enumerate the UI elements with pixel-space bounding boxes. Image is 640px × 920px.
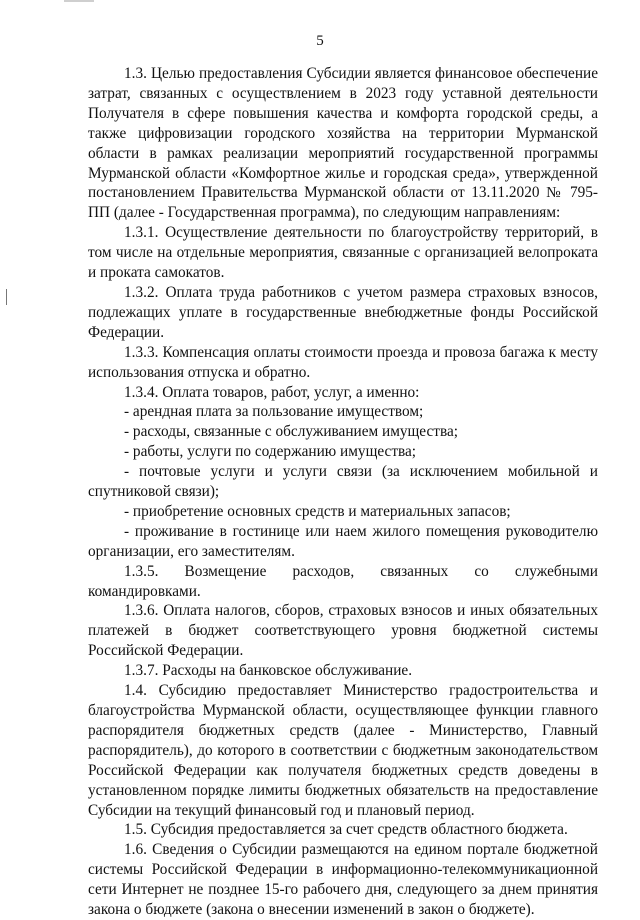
list-item-rent: - арендная плата за пользование имуществом; <box>124 403 424 421</box>
paragraph-1-3-5: 1.3.5. Возмещение расходов, связанных со служебными командировками. <box>88 562 598 600</box>
list-item-works: - работы, услуги по содержанию имущества; <box>124 443 417 461</box>
paragraph-1-3-7: 1.3.7. Расходы на банковское обслуживание. <box>124 662 413 680</box>
document-body <box>88 64 598 920</box>
paragraph-1-3-4: 1.3.4. Оплата товаров, работ, услуг, а именно: <box>124 383 420 401</box>
scan-artifact-left <box>6 289 7 305</box>
list-item-assets: - приобретение основных средств и материальных запасов; <box>124 502 511 520</box>
paragraph-1-3-1: 1.3.1. Осуществление деятельности по благоустройству территорий, в том числе на отдельные мероприятия, связанные с организацией велопроката и проката самокатов. <box>88 224 598 282</box>
paragraph-1-3-2: 1.3.2. Оплата труда работников с учетом размера страховых взносов, подлежащих уплате в государственные внебюджетные фонды Российской Федерации. <box>88 283 598 341</box>
paragraph-1-3-3: 1.3.3. Компенсация оплаты стоимости проезда и провоза багажа к месту использования отпуска и обратно. <box>88 343 598 381</box>
scan-artifact-top <box>64 0 94 2</box>
paragraph-1-4: 1.4. Субсидию предоставляет Министерство градостроительства и благоустройства Мурманской области, осуществляющее функции главного распорядителя бюджетных средств (далее - Министерство, Главный распорядитель), до которого в соответствии с бюджетным законодательством Российской Федерации как получателя бюджетных средств доведены в установленном порядке лимиты бюджетных обязательств на предоставление Субсидии на текущий финансовый год и плановый период. <box>88 682 598 819</box>
list-item-accommodation: - проживание в гостинице или наем жилого помещения руководителю организации, его заместителям. <box>88 522 598 560</box>
paragraph-1-3: 1.3. Целью предоставления Субсидии является финансовое обеспечение затрат, связанных с осуществлением в 2023 году уставной деятельности Получателя в сфере повышения качества и комфорта городской среды, а также цифровизации городского хозяйства на территории Мурманской области в рамках реализации мероприятий государственной программы Мурманской области «Комфортное жилье и городская среда», утвержденной постановлением Правительства Мурманской области от 13.11.2020 № 795-ПП (далее - Государственная программа), по следующим направлениям: <box>88 65 598 222</box>
page-number: 5 <box>316 33 324 49</box>
paragraph-1-5: 1.5. Субсидия предоставляется за счет средств областного бюджета. <box>124 821 568 839</box>
paragraph-1-6: 1.6. Сведения о Субсидии размещаются на едином портале бюджетной системы Российской Федерации в информационно-телекоммуникационной сети Интернет не позднее 15-го рабочего дня, следующего за днем принятия закона о бюджете (закона о внесении изменений в закон о бюджете). <box>88 841 598 919</box>
paragraph-1-3-6: 1.3.6. Оплата налогов, сборов, страховых взносов и иных обязательных платежей в бюджет соответствующего уровня бюджетной системы Российской Федерации. <box>88 602 598 660</box>
list-item-postal: - почтовые услуги и услуги связи (за исключением мобильной и спутниковой связи); <box>88 463 598 501</box>
list-item-maintenance: - расходы, связанные с обслуживанием имущества; <box>124 423 459 441</box>
